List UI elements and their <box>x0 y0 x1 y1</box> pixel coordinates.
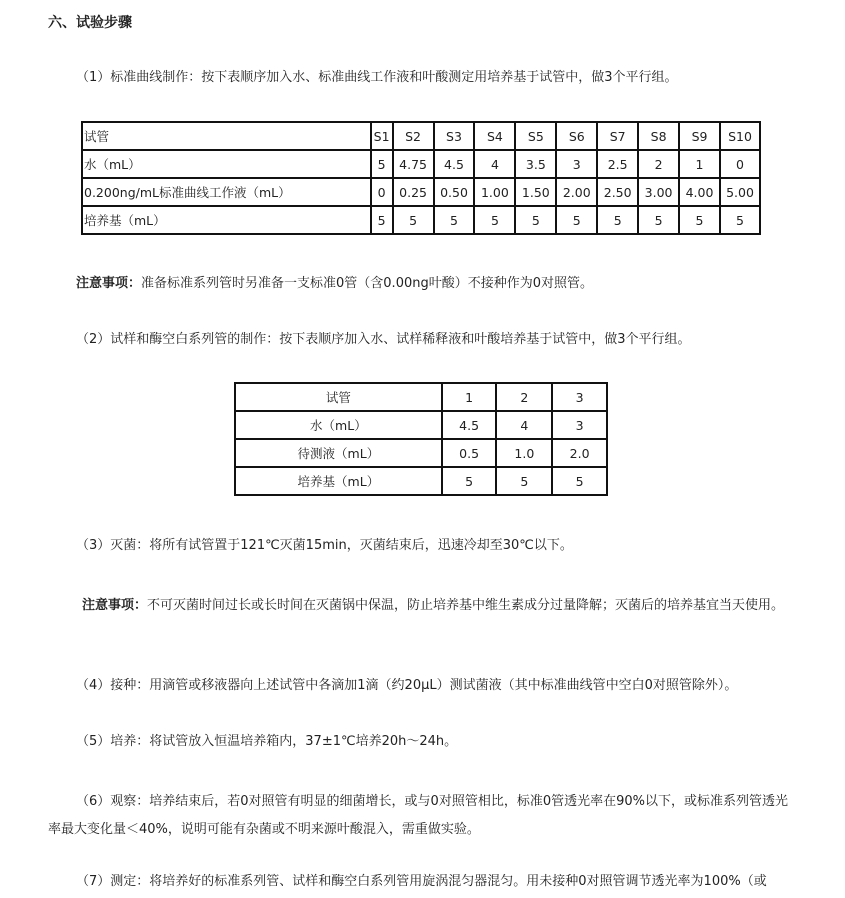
step-3-text: （3）灭菌：将所有试管置于121℃灭菌15min，灭菌结束后，迅速冷却至30℃以下。 <box>76 538 573 553</box>
table-cell: 5 <box>371 206 393 234</box>
table-cell: 3.00 <box>638 178 679 206</box>
table-header-row <box>82 122 760 150</box>
table-header-cell: S8 <box>638 122 679 150</box>
table-header-cell: 3 <box>552 383 607 411</box>
table-header-row <box>235 383 607 411</box>
note-text: 不可灭菌时间过长或长时间在灭菌锅中保温，防止培养基中维生素成分过量降解；灭菌后的培养基宜当天使用。 <box>147 598 785 613</box>
table-cell: 2.0 <box>552 439 607 467</box>
table-cell: 5 <box>434 206 475 234</box>
table-row <box>82 178 760 206</box>
table-cell: 5 <box>515 206 556 234</box>
table-cell: 5 <box>597 206 638 234</box>
table-cell: 0.5 <box>442 439 497 467</box>
table-cell: 5 <box>474 206 515 234</box>
table-cell: 1.0 <box>496 439 552 467</box>
note-2 <box>48 592 800 620</box>
table-cell: 5 <box>679 206 720 234</box>
table-cell: 待测液（mL） <box>235 439 442 467</box>
table-cell: 5 <box>720 206 760 234</box>
table-header-cell: S2 <box>393 122 434 150</box>
table-cell: 水（mL） <box>235 411 442 439</box>
table-cell: 4.00 <box>679 178 720 206</box>
step-7-text: （7）测定：将培养好的标准系列管、试样和酶空白系列管用旋涡混匀器混匀。用未接种0对照管调节透光率为100%（或 <box>76 874 767 889</box>
step-1-text: （1）标准曲线制作：按下表顺序加入水、标准曲线工作液和叶酸测定用培养基于试管中，做3个平行组。 <box>76 70 678 85</box>
note-label: 注意事项： <box>76 276 142 291</box>
table-cell: 5 <box>552 467 607 495</box>
table-header-cell: S4 <box>474 122 515 150</box>
table-cell: 1 <box>679 150 720 178</box>
table-cell: 培养基（mL） <box>82 206 371 234</box>
step-6-text: （6）观察：培养结束后，若0对照管有明显的细菌增长，或与0对照管相比，标准0管透光率在90%以下，或标准系列管透光率最大变化量＜40%，说明可能有杂菌或不明来源叶酸混入，需重做实验。 <box>48 794 788 837</box>
step-5-text: （5）培养：将试管放入恒温培养箱内，37±1℃培养20h～24h。 <box>76 734 458 749</box>
table-header-cell: S3 <box>434 122 475 150</box>
table-cell: 4 <box>496 411 552 439</box>
table-header-cell: S6 <box>556 122 597 150</box>
table-cell: 0 <box>720 150 760 178</box>
table-cell: 1.50 <box>515 178 556 206</box>
table-cell: 5 <box>371 150 393 178</box>
standard-curve-table <box>81 121 761 235</box>
table-cell: 4.5 <box>434 150 475 178</box>
table-cell: 3 <box>556 150 597 178</box>
table-cell: 2 <box>638 150 679 178</box>
table-cell: 0 <box>371 178 393 206</box>
table-cell: 0.25 <box>393 178 434 206</box>
table-cell: 0.200ng/mL标准曲线工作液（mL） <box>82 178 371 206</box>
note-label: 注意事项： <box>82 598 148 613</box>
table-cell: 2.50 <box>597 178 638 206</box>
table-cell: 3 <box>552 411 607 439</box>
table-cell: 5 <box>496 467 552 495</box>
step-2-text: （2）试样和酶空白系列管的制作：按下表顺序加入水、试样稀释液和叶酸培养基于试管中，做3个平行组。 <box>76 332 691 347</box>
table-row <box>82 150 760 178</box>
table-cell: 培养基（mL） <box>235 467 442 495</box>
table-cell: 1.00 <box>474 178 515 206</box>
table-row <box>82 206 760 234</box>
section-heading: 六、试验步骤 <box>48 15 132 31</box>
table-cell: 3.5 <box>515 150 556 178</box>
table-cell: 4 <box>474 150 515 178</box>
table-header-cell: S7 <box>597 122 638 150</box>
table-header-cell: 试管 <box>235 383 442 411</box>
table-header-cell: S5 <box>515 122 556 150</box>
table-cell: 水（mL） <box>82 150 371 178</box>
table-cell: 4.75 <box>393 150 434 178</box>
step-4-text: （4）接种：用滴管或移液器向上述试管中各滴加1滴（约20μL）测试菌液（其中标准曲线管中空白0对照管除外）。 <box>76 678 738 693</box>
note-1 <box>76 274 593 294</box>
table-cell: 2.00 <box>556 178 597 206</box>
sample-blank-table <box>234 382 608 496</box>
table-cell: 0.50 <box>434 178 475 206</box>
table-header-cell: S9 <box>679 122 720 150</box>
table-row <box>235 467 607 495</box>
note-text: 准备标准系列管时另准备一支标准0管（含0.00ng叶酸）不接种作为0对照管。 <box>141 276 593 291</box>
table-cell: 5.00 <box>720 178 760 206</box>
table-header-cell: 1 <box>442 383 497 411</box>
table-cell: 4.5 <box>442 411 497 439</box>
table-header-cell: 2 <box>496 383 552 411</box>
table-header-cell: S10 <box>720 122 760 150</box>
table-row <box>235 411 607 439</box>
table-cell: 2.5 <box>597 150 638 178</box>
table-header-cell: 试管 <box>82 122 371 150</box>
table-row <box>235 439 607 467</box>
table-cell: 5 <box>556 206 597 234</box>
table-cell: 5 <box>442 467 497 495</box>
table-cell: 5 <box>638 206 679 234</box>
table-cell: 5 <box>393 206 434 234</box>
table-header-cell: S1 <box>371 122 393 150</box>
